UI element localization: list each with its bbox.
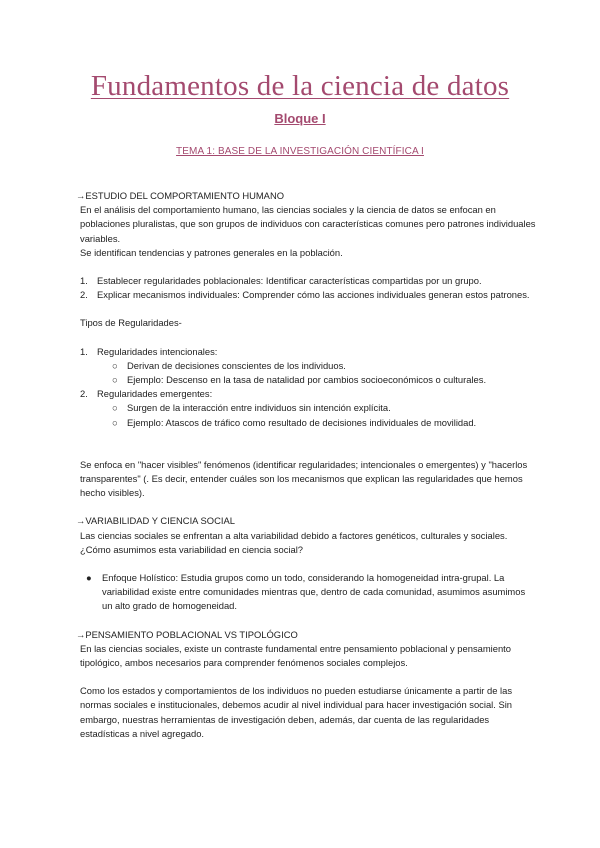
sub-list-item xyxy=(76,359,536,373)
paragraph: Las ciencias sociales se enfrentan a alta variabilidad debido a factores genéticos, culturales y sociales. xyxy=(80,529,508,541)
types-label: Tipos de Regularidades- xyxy=(80,317,182,329)
hollow-bullet-icon: ○ xyxy=(112,402,118,414)
list-item-text: Establecer regularidades poblacionales: Identificar características compartidas por un grupo. xyxy=(97,275,482,287)
numbered-list xyxy=(76,274,536,302)
list-item xyxy=(80,345,536,359)
list-item-text: Regularidades intencionales: xyxy=(97,345,218,357)
hollow-bullet-icon: ○ xyxy=(112,359,118,371)
list-item xyxy=(80,288,536,302)
paragraph: Como los estados y comportamientos de los individuos no pueden estudiarse únicamente a partir de las normas sociales e institucionales, debemos acudir al nivel individual para hacer investigación social. Sin embargo, nuestras herramientas de investigación deben, además, dar cuenta de las regularidades estadísticas a nivel agregado. xyxy=(80,685,513,739)
sub-list-item xyxy=(76,416,536,430)
list-item xyxy=(80,274,536,288)
sub-list-item xyxy=(76,401,536,415)
question: ¿Cómo asumimos esta variabilidad en ciencia social? xyxy=(80,543,304,555)
document-title: Fundamentos de la ciencia de datos xyxy=(90,70,510,102)
section-heading: →VARIABILIDAD Y CIENCIA SOCIAL xyxy=(76,515,235,527)
list-number: 2. xyxy=(80,388,88,400)
topic-heading: TEMA 1: BASE DE LA INVESTIGACIÓN CIENTÍFICA I xyxy=(176,146,424,157)
list-item xyxy=(86,571,536,614)
list-number: 1. xyxy=(80,345,88,357)
sub-item-text: Derivan de decisiones conscientes de los individuos. xyxy=(127,359,346,371)
hollow-bullet-icon: ○ xyxy=(112,374,118,386)
list-item-text: Explicar mecanismos individuales: Comprender cómo las acciones individuales generan estos patrones. xyxy=(97,289,530,301)
list-item-text: Regularidades emergentes: xyxy=(97,388,213,400)
paragraph: Se identifican tendencias y patrones generales en la población. xyxy=(80,246,343,258)
list-item xyxy=(80,387,536,401)
paragraph: Se enfoca en "hacer visibles" fenómenos (identificar regularidades; intencionales o emergentes) y "hacerlos transparentes" (. Es decir, entender cuáles son los mecanismos que explican las regularidades que hemos hecho visibles). xyxy=(80,458,528,499)
document-subtitle: Bloque I xyxy=(274,111,326,126)
bullet-icon: ● xyxy=(86,572,92,584)
paragraph: En las ciencias sociales, existe un contraste fundamental entre pensamiento poblacional y pensamiento tipológico, ambos necesarios para comprender fenómenos sociales complejos. xyxy=(80,642,511,669)
section-heading: →PENSAMIENTO POBLACIONAL VS TIPOLÓGICO xyxy=(76,628,298,640)
bullet-list xyxy=(76,571,536,614)
sub-list xyxy=(76,401,536,429)
list-item-text: Enfoque Holístico: Estudia grupos como un todo, considerando la homogeneidad intra-grupal. La variabilidad existe entre comunidades mientras que, dentro de cada comunidad, asumimos asumimos un alto grado de homogeneidad. xyxy=(102,572,526,612)
list-number: 1. xyxy=(80,275,88,287)
regularities-list xyxy=(76,387,536,401)
document-body xyxy=(76,189,536,741)
hollow-bullet-icon: ○ xyxy=(112,416,118,428)
regularities-list xyxy=(76,345,536,359)
section-heading: →ESTUDIO DEL COMPORTAMIENTO HUMANO xyxy=(76,190,285,201)
sub-item-text: Surgen de la interacción entre individuos sin intención explícita. xyxy=(127,402,391,414)
list-number: 2. xyxy=(80,289,88,301)
paragraph: En el análisis del comportamiento humano, las ciencias sociales y la ciencia de datos se enfocan en poblaciones pluralistas, que son grupos de individuos con características comunes pero patrones individuales variables. xyxy=(80,204,536,244)
sub-item-text: Ejemplo: Atascos de tráfico como resultado de decisiones individuales de movilidad. xyxy=(127,416,477,428)
sub-list-item xyxy=(76,373,536,387)
sub-item-text: Ejemplo: Descenso en la tasa de natalidad por cambios socioeconómicos o culturales. xyxy=(127,374,487,386)
sub-list xyxy=(76,359,536,387)
